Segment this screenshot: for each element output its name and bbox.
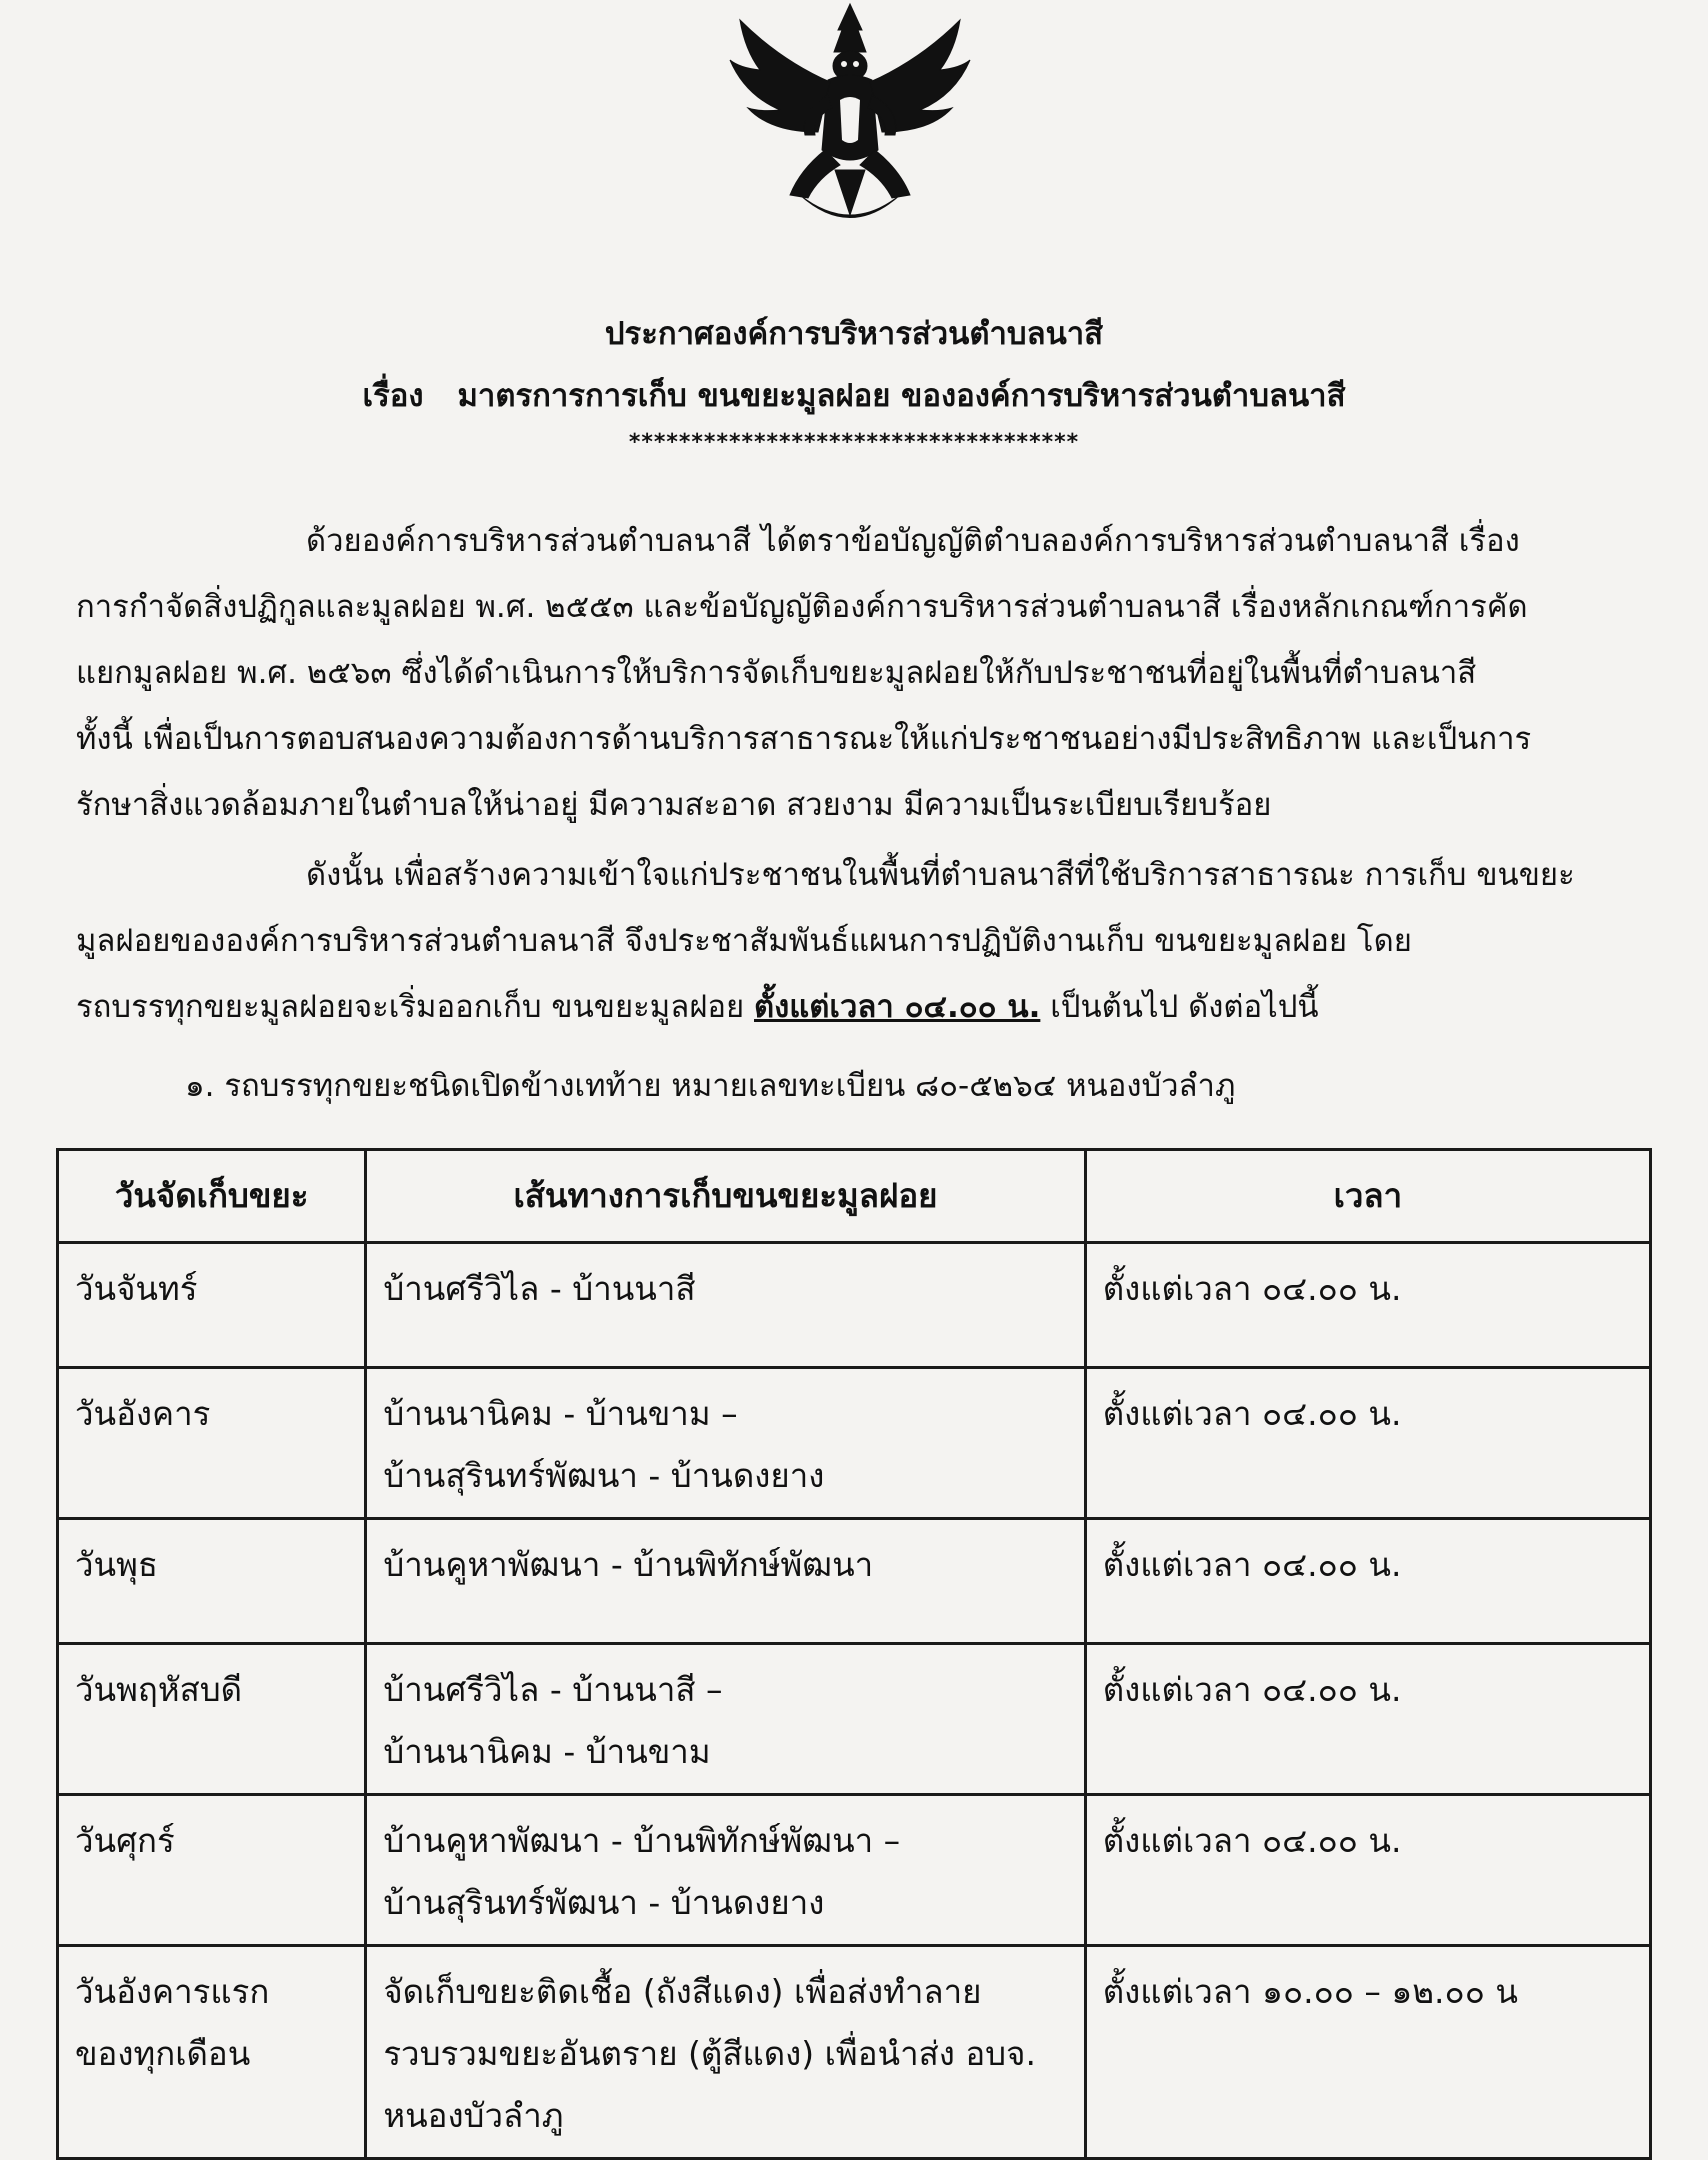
time-cell bbox=[1085, 1243, 1650, 1368]
time-text: ตั้งแต่เวลา ๐๔.๐๐ น. bbox=[1102, 1394, 1402, 1433]
header-time: เวลา bbox=[1085, 1150, 1650, 1243]
time-cell bbox=[1085, 1946, 1650, 2159]
day-text: วันพฤหัสบดี bbox=[75, 1670, 243, 1709]
header-route: เส้นทางการเก็บขนขยะมูลฝอย bbox=[366, 1150, 1085, 1243]
time-cell bbox=[1085, 1644, 1650, 1795]
time-text: ตั้งแต่เวลา ๑๐.๐๐ – ๑๒.๐๐ น bbox=[1102, 1972, 1518, 2011]
route-text: รวบรวมขยะอันตราย (ตู้สีแดง) เพื่อนำส่ง อบจ. bbox=[383, 2034, 1036, 2073]
subject-label: เรื่อง bbox=[362, 378, 424, 414]
paragraph-line: แยกมูลฝอย พ.ศ. ๒๕๖๓ ซึ่งได้ดำเนินการให้บริการจัดเก็บขยะมูลฝอยให้กับประชาชนที่อยู่ในพื้นที่ตำบลนาสี bbox=[76, 655, 1477, 691]
route-text: บ้านสุรินทร์พัฒนา - บ้านดงยาง bbox=[383, 1883, 825, 1922]
time-cell bbox=[1085, 1519, 1650, 1644]
time-text: ตั้งแต่เวลา ๐๔.๐๐ น. bbox=[1102, 1670, 1402, 1709]
table-row bbox=[58, 1644, 1651, 1795]
subject-text: มาตรการการเก็บ ขนขยะมูลฝอย ขององค์การบริหารส่วนตำบลนาสี bbox=[457, 378, 1346, 414]
route-text: จัดเก็บขยะติดเชื้อ (ถังสีแดง) เพื่อส่งทำลาย bbox=[383, 1972, 982, 2011]
table-row bbox=[58, 1368, 1651, 1519]
route-text: บ้านสุรินทร์พัฒนา - บ้านดงยาง bbox=[383, 1456, 825, 1495]
day-text: วันพุธ bbox=[75, 1545, 158, 1584]
table-row bbox=[58, 1795, 1651, 1946]
table-header-row bbox=[58, 1150, 1651, 1243]
start-time-emphasis: ตั้งแต่เวลา ๐๔.๐๐ น. bbox=[754, 989, 1041, 1025]
day-cell bbox=[58, 1795, 366, 1946]
paragraph-line: ด้วยองค์การบริหารส่วนตำบลนาสี ได้ตราข้อบัญญัติตำบลองค์การบริหารส่วนตำบลนาสี เรื่อง bbox=[306, 523, 1520, 559]
truck-item: ๑. รถบรรทุกขยะชนิดเปิดข้างเทท้าย หมายเลขทะเบียน ๘๐-๕๒๖๔ หนองบัวลำภู bbox=[185, 1068, 1236, 1104]
time-cell bbox=[1085, 1368, 1650, 1519]
route-text: บ้านนานิคม - บ้านขาม – bbox=[383, 1394, 738, 1433]
time-cell bbox=[1085, 1795, 1650, 1946]
time-text: ตั้งแต่เวลา ๐๔.๐๐ น. bbox=[1102, 1269, 1402, 1308]
route-text: บ้านคูหาพัฒนา - บ้านพิทักษ์พัฒนา – bbox=[383, 1821, 901, 1860]
route-cell bbox=[366, 1368, 1085, 1519]
route-cell bbox=[366, 1946, 1085, 2159]
paragraph-line: มูลฝอยขององค์การบริหารส่วนตำบลนาสี จึงประชาสัมพันธ์แผนการปฏิบัติงานเก็บ ขนขยะมูลฝอย โดย bbox=[76, 923, 1412, 959]
table-row bbox=[58, 1946, 1651, 2159]
title-divider: ************************************ bbox=[628, 430, 1080, 455]
paragraph-line: รักษาสิ่งแวดล้อมภายในตำบลให้น่าอยู่ มีความสะอาด สวยงาม มีความเป็นระเบียบเรียบร้อย bbox=[76, 787, 1272, 823]
notice-paragraph bbox=[76, 842, 1596, 1040]
route-text: หนองบัวลำภู bbox=[383, 2096, 564, 2135]
day-cell bbox=[58, 1368, 366, 1519]
table-row bbox=[58, 1519, 1651, 1644]
paragraph-line: ดังนั้น เพื่อสร้างความเข้าใจแก่ประชาชนในพื้นที่ตำบลนาสีที่ใช้บริการสาธารณะ การเก็บ ขนขยะ bbox=[306, 857, 1575, 893]
paragraph-text: เป็นต้นไป ดังต่อไปนี้ bbox=[1040, 989, 1319, 1025]
route-cell bbox=[366, 1243, 1085, 1368]
route-cell bbox=[366, 1795, 1085, 1946]
day-text: วันอังคารแรก bbox=[75, 1972, 270, 2011]
time-text: ตั้งแต่เวลา ๐๔.๐๐ น. bbox=[1102, 1545, 1402, 1584]
day-text: วันศุกร์ bbox=[75, 1821, 175, 1860]
table-row bbox=[58, 1243, 1651, 1368]
day-cell bbox=[58, 1946, 366, 2159]
route-text: บ้านศรีวิไล - บ้านนาสี bbox=[383, 1269, 696, 1308]
day-text: วันจันทร์ bbox=[75, 1269, 198, 1308]
intro-paragraph bbox=[76, 508, 1596, 838]
day-cell bbox=[58, 1243, 366, 1368]
day-text: ของทุกเดือน bbox=[75, 2034, 251, 2073]
announcement-subject bbox=[0, 370, 1708, 420]
day-cell bbox=[58, 1519, 366, 1644]
paragraph-line: การกำจัดสิ่งปฏิกูลและมูลฝอย พ.ศ. ๒๕๕๓ และข้อบัญญัติองค์การบริหารส่วนตำบลนาสี เรื่องหลักเกณฑ์การคัด bbox=[76, 589, 1528, 625]
paragraph-line bbox=[76, 974, 1596, 1040]
paragraph-text: รถบรรทุกขยะมูลฝอยจะเริ่มออกเก็บ ขนขยะมูลฝอย bbox=[76, 989, 755, 1025]
time-text: ตั้งแต่เวลา ๐๔.๐๐ น. bbox=[1102, 1821, 1402, 1860]
header-day: วันจัดเก็บขยะ bbox=[58, 1150, 366, 1243]
route-cell bbox=[366, 1644, 1085, 1795]
paragraph-line: ทั้งนี้ เพื่อเป็นการตอบสนองความต้องการด้านบริการสาธารณะให้แก่ประชาชนอย่างมีประสิทธิภาพ และเป็นการ bbox=[76, 721, 1532, 757]
collection-schedule-table bbox=[56, 1148, 1652, 2160]
route-text: บ้านคูหาพัฒนา - บ้านพิทักษ์พัฒนา bbox=[383, 1545, 874, 1584]
garuda-emblem-icon bbox=[700, 0, 1000, 235]
route-text: บ้านนานิคม - บ้านขาม bbox=[383, 1732, 711, 1771]
day-text: วันอังคาร bbox=[75, 1394, 211, 1433]
route-cell bbox=[366, 1519, 1085, 1644]
announcement-title: ประกาศองค์การบริหารส่วนตำบลนาสี bbox=[604, 316, 1104, 352]
route-text: บ้านศรีวิไล - บ้านนาสี – bbox=[383, 1670, 723, 1709]
day-cell bbox=[58, 1644, 366, 1795]
